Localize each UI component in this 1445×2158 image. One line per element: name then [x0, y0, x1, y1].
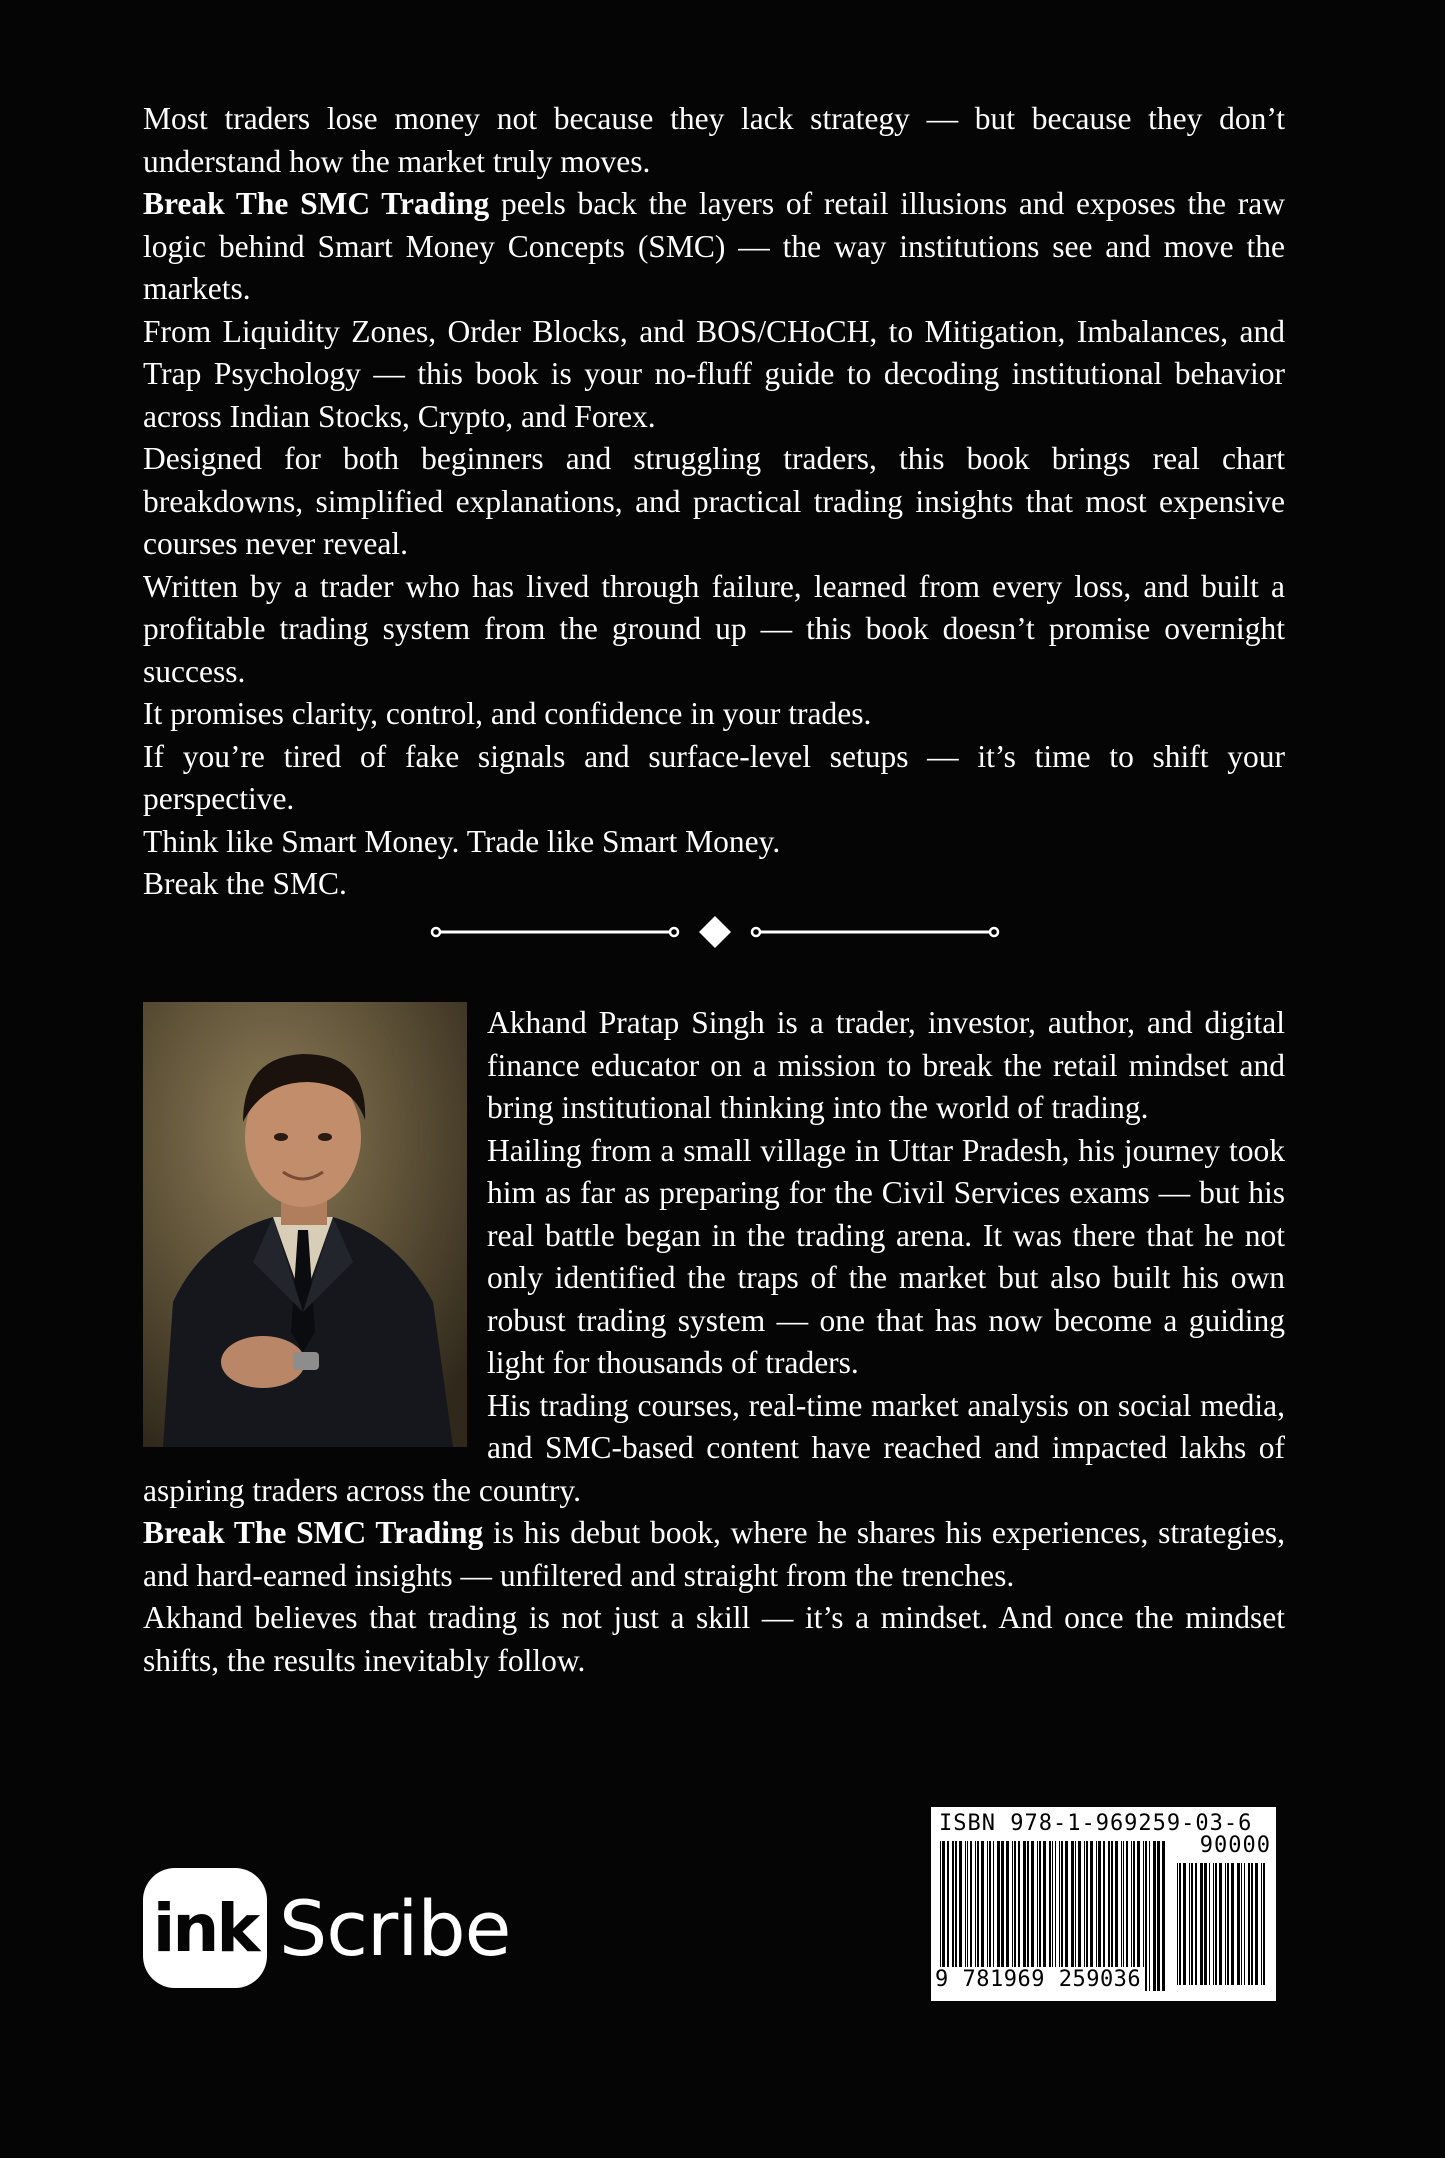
blurb-paragraph-1: Most traders lose money not because they lack strategy — but because they don’t understand how the market truly moves. — [143, 101, 1285, 179]
barcode-bar — [1195, 1863, 1197, 1985]
bio-paragraph-5: Akhand believes that trading is not just a skill — it’s a mindset. And once the mindset shifts, the results inevitably follow. — [143, 1600, 1285, 1678]
blurb-paragraph-5: Written by a trader who has lived through failure, learned from every loss, and built a profitable trading system from the ground up — this book doesn’t promise overnight success. — [143, 568, 1285, 689]
barcode-bar — [1157, 1841, 1160, 1991]
barcode-bar — [1261, 1863, 1262, 1985]
barcode-bar — [1145, 1841, 1147, 1991]
blurb-paragraph-9: Break the SMC. — [143, 866, 347, 901]
blurb-paragraph-2-text: peels back the layers of retail illusions and exposes the raw logic behind Smart Money Concepts (SMC) — the way institutions see and move the markets. — [143, 186, 1285, 306]
blurb-paragraph-6: It promises clarity, control, and confidence in your trades. — [143, 696, 872, 731]
barcode-bar — [1227, 1863, 1229, 1985]
barcode-bar — [1204, 1863, 1207, 1985]
bio-paragraph-3: His trading courses, real-time market analysis on social media, and SMC-based content have reached and impacted lakhs of aspiring traders across the country. — [143, 1387, 1285, 1508]
barcode-bar — [1183, 1863, 1186, 1985]
bio-paragraph-4 — [143, 1512, 1285, 1597]
barcode-bar — [1255, 1863, 1258, 1985]
barcode-bar — [1162, 1841, 1165, 1991]
book-title-bold: Break The SMC Trading — [143, 186, 490, 221]
blurb-paragraph-8: Think like Smart Money. Trade like Smart Money. — [143, 823, 781, 859]
barcode-bar — [1149, 1841, 1150, 1991]
author-photo-illustration — [143, 1002, 467, 1447]
barcode-bar — [1177, 1863, 1178, 1985]
barcode-bar — [1219, 1863, 1222, 1985]
barcode-bar — [1200, 1863, 1203, 1985]
bio-paragraph-1: Akhand Pratap Singh is a trader, investor, author, and digital finance educator on a mission to break the retail mindset and bring institutional thinking into the world of trading. — [487, 1005, 1285, 1125]
barcode-bar — [1213, 1863, 1214, 1985]
barcode-bar — [1189, 1863, 1190, 1985]
barcode-bar — [1241, 1863, 1242, 1985]
barcode-bar — [1215, 1863, 1217, 1985]
barcode-bar — [1248, 1863, 1250, 1985]
publisher-badge: ink — [143, 1868, 267, 1988]
barcode-bar — [1225, 1863, 1226, 1985]
blurb-paragraph-3: From Liquidity Zones, Order Blocks, and BOS/CHoCH, to Mitigation, Imbalances, and Trap Psychology — this book is your no-fluff guide to decoding institutional behavior across Indian Stocks, Crypto, and Forex. — [143, 313, 1285, 434]
addon-barcode-bars — [1177, 1863, 1269, 1985]
blurb-paragraph-7: If you’re tired of fake signals and surface-level setups — it’s time to shift your perspective. — [143, 738, 1285, 816]
bio-paragraph-2: Hailing from a small village in Uttar Pradesh, his journey took him as far as preparing for the Civil Services exams — but his real battle began in the trading arena. It was there that he not only identified the traps of the market but also built his own robust trading system — one that has now become a guiding light for thousands of traders. — [487, 1132, 1285, 1380]
book-blurb — [143, 98, 1285, 906]
barcode-bar — [1251, 1863, 1253, 1985]
isbn-digits: 9 781969 259036 — [935, 1967, 1145, 1992]
publisher-name: Scribe — [279, 1883, 511, 1973]
bio-paragraph-4-text: is his debut book, where he shares his experiences, strategies, and hard-earned insights — unfiltered and straight from the trenches. — [143, 1515, 1285, 1593]
price-code: 90000 — [1199, 1833, 1271, 1858]
blurb-paragraph-4: Designed for both beginners and struggling traders, this book brings real chart breakdowns, simplified explanations, and practical trading insights that most expensive courses never reveal. — [143, 441, 1285, 561]
author-bio — [143, 1002, 1285, 1682]
ornamental-divider — [430, 912, 1000, 952]
barcode-bar — [1209, 1863, 1210, 1985]
author-portrait — [143, 1002, 467, 1447]
barcode-bar — [1244, 1863, 1245, 1985]
barcode-bar — [1153, 1841, 1156, 1991]
barcode-bar — [1237, 1863, 1240, 1985]
isbn-barcode — [931, 1807, 1276, 2001]
barcode-bar — [1191, 1863, 1193, 1985]
publisher-logo — [143, 1868, 523, 1988]
barcode-bar — [1231, 1863, 1234, 1985]
barcode-bar — [1179, 1863, 1181, 1985]
barcode-bar — [1263, 1863, 1265, 1985]
book-title-bold-bio: Break The SMC Trading — [143, 1515, 484, 1550]
isbn-label: ISBN 978-1-969259-03-6 — [939, 1811, 1253, 1836]
blurb-paragraph-2 — [143, 183, 1285, 311]
